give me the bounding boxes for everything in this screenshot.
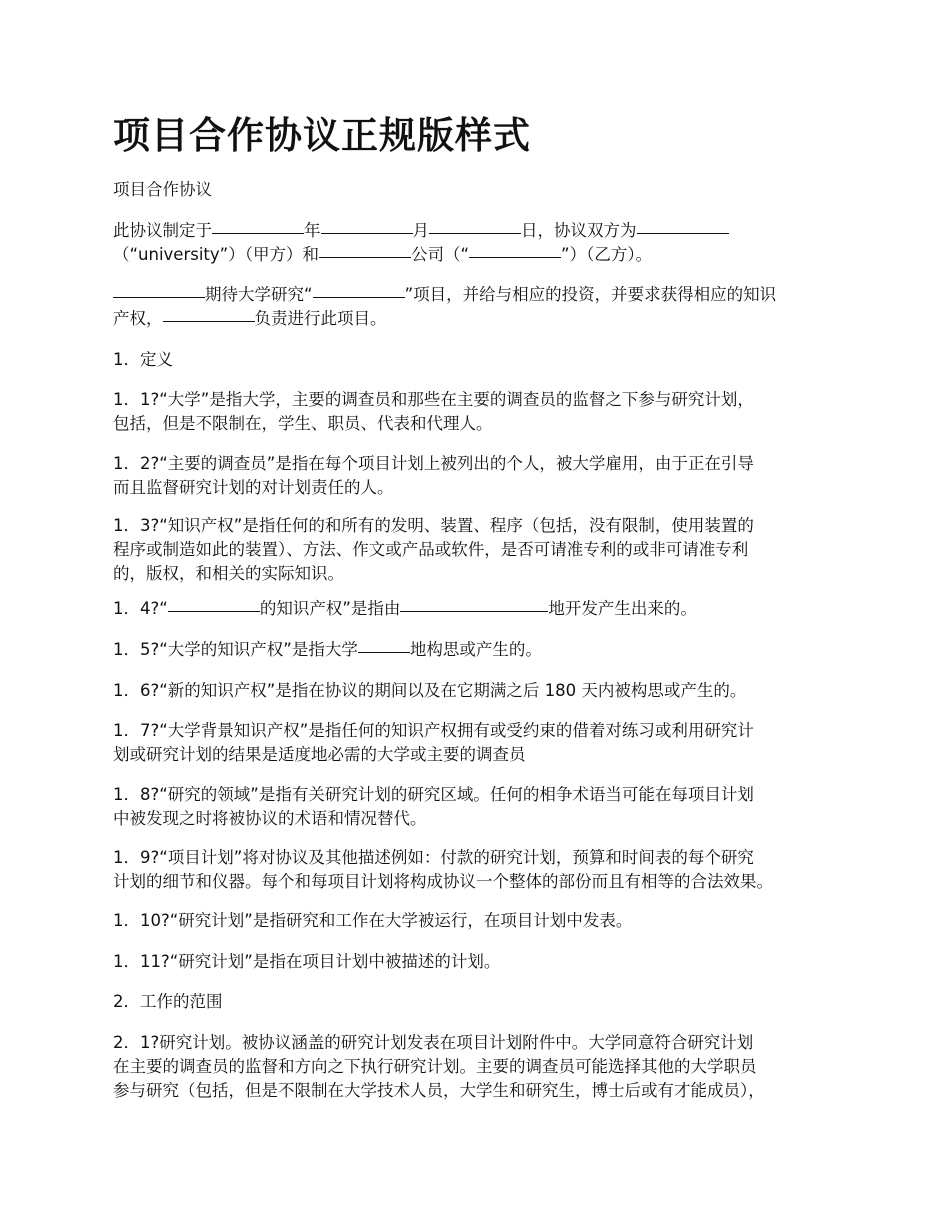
definition-1-9: 1．9?“项目计划”将对协议及其他描述例如：付款的研究计划，预算和时间表的每个研究 计划的细节和仪器。每个和每项目计划将构成协议一个整体的部份而且有相等的合法效果。 [113, 848, 773, 891]
document-title: 项目合作协议正规版样式 [113, 114, 531, 157]
company-short-blank [469, 256, 561, 258]
scope-2-1: 2．1?研究计划。被协议涵盖的研究计划发表在项目计划附件中。大学同意符合研究计划 在主要的调查员的监督和方向之下执行研究计划。主要的调查员可能选择其他的大学职员 参与研究（包括，但是不限制在大学技术人员，大学生和研究生，博士后或有才能成员）， [113, 1033, 765, 1100]
day-blank [429, 232, 521, 234]
definition-1-7: 1．7?“大学背景知识产权”是指任何的知识产权拥有或受约束的借着对练习或利用研究计 划或研究计划的结果是适度地必需的大学或主要的调查员 [113, 721, 754, 764]
definition-1-6: 1．6?“新的知识产权”是指在协议的期间以及在它期满之后 180 天内被构思或产生的。 [113, 681, 747, 700]
definition-1-8: 1．8?“研究的领域”是指有关研究计划的研究区域。任何的相争术语当可能在每项目计划 中被发现之时将被协议的术语和情况替代。 [113, 785, 754, 828]
owner-blank [168, 610, 260, 612]
sponsor-blank [113, 296, 205, 298]
developer-blank [400, 610, 548, 612]
company-blank [319, 256, 411, 258]
party-blank [637, 232, 729, 234]
definition-1-4: 1．4?“ 的知识产权”是指由 地开发产生出来的。 [113, 599, 697, 618]
section-1-heading: 1．定义 [113, 350, 173, 369]
definition-1-10: 1．10?“研究计划”是指研究和工作在大学被运行，在项目计划中发表。 [113, 911, 633, 930]
year-blank [212, 232, 304, 234]
expect-paragraph: 期待大学研究“ ”项目，并给与相应的投资，并要求获得相应的知识 产权， 负责进行此项目。 [113, 285, 777, 328]
section-2-heading: 2．工作的范围 [113, 992, 223, 1011]
definition-1-1: 1．1?“大学”是指大学，主要的调查员和那些在主要的调查员的监督之下参与研究计划， 包括，但是不限制在，学生、职员、代表和代理人。 [113, 390, 754, 433]
definition-1-2: 1．2?“主要的调查员”是指在每个项目计划上被列出的个人，被大学雇用，由于正在引导 而且监督研究计划的对计划责任的人。 [113, 454, 754, 497]
definition-1-11: 1．11?“研究计划”是指在项目计划中被描述的计划。 [113, 952, 501, 971]
month-blank [321, 232, 413, 234]
definition-1-5: 1．5?“大学的知识产权”是指大学 地构思或产生的。 [113, 640, 542, 659]
responsible-blank [163, 320, 255, 322]
document-subtitle: 项目合作协议 [113, 180, 212, 199]
project-name-blank [313, 296, 405, 298]
intro-paragraph: 此协议制定于 年 月 日，协议双方为 （“university”）（甲方）和 公司（“ ”）（乙方）。 [113, 219, 853, 267]
univ-blank [358, 651, 410, 653]
definition-1-3: 1．3?“知识产权”是指任何的和所有的发明、装置、程序（包括，没有限制，使用装置的 程序或制造如此的装置）、方法、作文或产品或软件，是否可请准专利的或非可请准专利 的，版权，和相关的实际知识。 [113, 516, 754, 583]
